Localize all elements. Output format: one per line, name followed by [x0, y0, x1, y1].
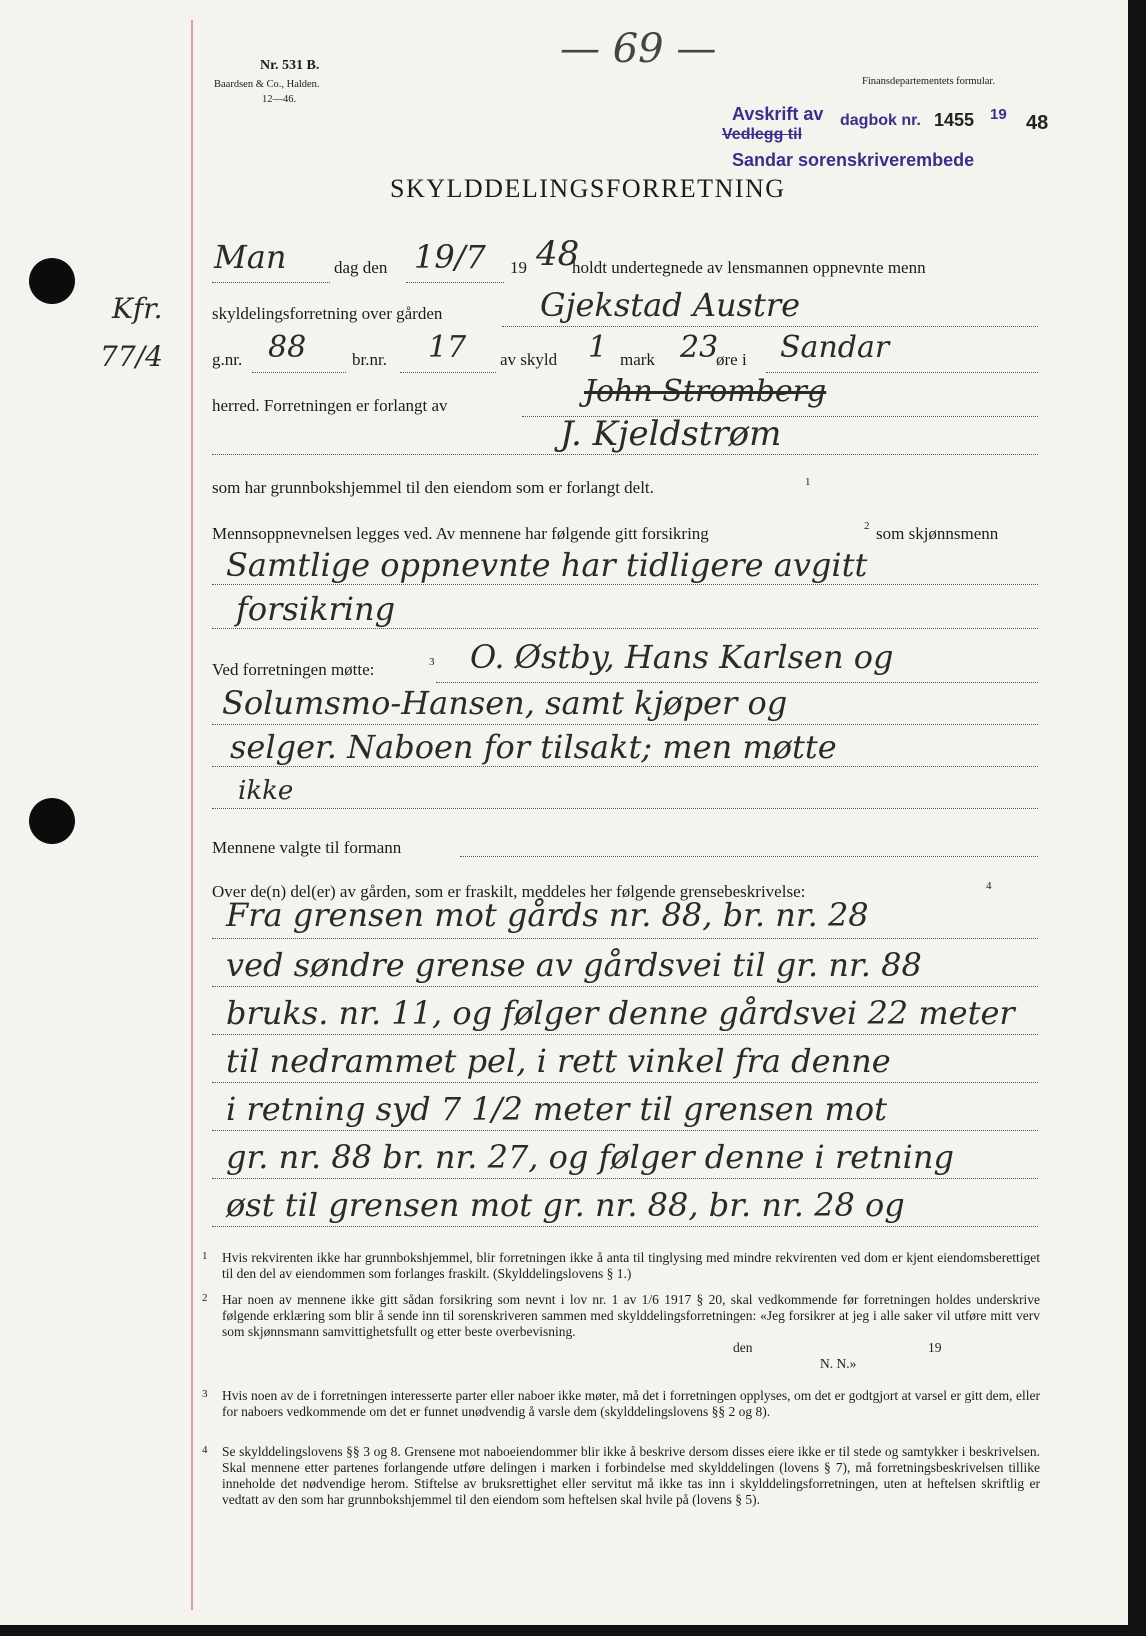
- footnote-4: 4 Se skylddelingslovens §§ 3 og 8. Grensene mot naboeiendommer blir ikke å beskrive dersom disses eiere ikke er til stede og samtykker i beskrivelsen. Skal mennene etter partenes forlangende utføre delingen i marken i forbindelse med skylddelingen (lovens § 7), må forretningsbeskrivelsen tillike inneholde det nødvendige herom. Stiftelse av bruksrettighet eller servitut må ikke tas inn i skylddelingsforretningen, uten at heftelsen skriftlig er vedtatt av den som har grunnbokshjemmel til den eiendom som heftelsen skal hvile på (lovens § 5).: [202, 1444, 1040, 1507]
- margin-line: [191, 20, 193, 1610]
- margin-note: 77/4: [100, 340, 163, 373]
- brnr-label: br.nr.: [352, 350, 387, 369]
- mark-label: mark: [620, 350, 655, 369]
- document-page: — 69 — Nr. 531 B. Baardsen & Co., Halden. 12—46. Finansdepartementets formular. Avskrift av dagbok nr. 1455 19 48 Vedlegg til Sandar sorenskriverembede SKYLDDELINGSFORRETNING Kfr. 77/4 Man dag den 19/7 19 48 holdt undertegnede av lensmannen oppnevnte menn skyldelingsforretning over gården Gjekstad Austre g.nr. 88 br.nr. 17 av skyld 1 mark 23 øre i Sandar herred. Forretningen er forlangt av John Stromberg J. Kjeldstrøm som har grunnbokshjemmel til den eiendom som er forlangt delt. 1 Mennsoppnevnelsen legges ved. Av mennene har følgende gitt forsikring 2 som skjønnsmenn Samtlige oppnevnte har tidligere avgitt forsikring Ved forretningen møtte: 3 O. Østby, Hans Karlsen og Solumsmo-Hansen, samt kjøper og selger. Naboen for tilsakt; men møtte ikke Mennene valgte til formann Over de(n) del(er) av gården, som er fraskilt, meddeles her følgende grensebeskrivelse: 4 Fra grensen mot gårds nr. 88, br. nr. 28 ved søndre grense av gårdsvei til gr. nr. 88 bruks. nr. 11, og følger denne gårdsvei 22 meter til nedrammet pel, i rett vinkel fra denne i retning syd 7 1/2 meter til grensen mot gr. nr. 88 br. nr. 27, og følger denne i retning øst til grensen mot gr. nr. 88, br. nr. 28 og 1 Hvis rekvirenten ikke har grunnbokshjemmel, blir forretningen ikke å anta til tinglysing med mindre rekvirenten ved dom er kjent eiendomsberettiget til den del av eiendommen som forlanges fraskilt. (Skylddelingslovens § 1.) 2 Har noen av mennene ikke gitt sådan forsikring som nevnt i lov nr. 1 av 1/6 1917 § 20, skal vedkommende før forretningen holdes underskrive følgende erklæring som blir å sende inn til sorenskriveren sammen med skylddelingsforretningen: «Jeg forsikrer at jeg i alle saker vil utføre mitt verv som skjønnsmann samvittighetsfullt og etter beste overbevisning. den 19 N. N.» 3 Hvis noen av de i forretningen interesserte parter eller naboer ikke møter, må det i forretningen opplyses, om det er godtgjort at varsel er gitt dem, eller for naboers vedkommende om det er funnet unødvendig å varsle dem (skylddelingslovens §§ 2 og 8). 4 Se skylddelingslovens §§ 3 og 8. Grensene mot naboeiendommer blir ikke å beskrive dersom disses eiere ikke er til stede og samtykker i beskrivelsen. Skal mennene etter partenes forlangende utføre delingen i marken i forbindelse med skylddelingen (lovens § 7), må forretningsbeskrivelsen tillike inneholde det nødvendige herom. Stiftelse av bruksrettighet eller servitut må ikke tas inn i skylddelingsforretningen, uten at heftelsen skriftlig er vedtatt av den som har grunnbokshjemmel til den eiendom som heftelsen skal hvile på (lovens § 5).: [0, 0, 1128, 1625]
- dag-label: dag den: [334, 258, 388, 277]
- gnr-label: g.nr.: [212, 350, 243, 369]
- stamp-court: Sandar sorenskriverembede: [732, 150, 975, 170]
- handwritten-boundary-line: ved søndre grense av gårdsvei til gr. nr. 88: [226, 946, 922, 984]
- footnote-1: 1 Hvis rekvirenten ikke har grunnbokshjemmel, blir forretningen ikke å anta til tinglysing med mindre rekvirenten ved dom er kjent eiendomsberettiget til den del av eiendommen som forlanges fraskilt. (Skylddelingslovens § 1.): [202, 1250, 1040, 1281]
- stamp-vedlegg: Vedlegg til: [722, 126, 803, 143]
- handwritten-boundary-line: gr. nr. 88 br. nr. 27, og følger denne i retning: [226, 1138, 954, 1176]
- year-prefix: 19: [510, 258, 527, 277]
- herred-label: herred. Forretningen er forlangt av: [212, 396, 448, 415]
- handwritten-attendees: O. Østby, Hans Karlsen og: [470, 638, 894, 676]
- over-text: Over de(n) del(er) av gården, som er fraskilt, meddeles her følgende grensebeskrivelse:: [212, 882, 806, 901]
- punch-hole: [29, 798, 75, 844]
- handwritten-date: 19/7: [414, 238, 486, 276]
- mennsopp-text: Mennsoppnevnelsen legges ved. Av mennene har følgende gitt forsikring: [212, 524, 709, 543]
- handwritten-brnr: 17: [428, 330, 467, 365]
- handwritten-boundary-line: bruks. nr. 11, og følger denne gårdsvei 22 meter: [226, 994, 1015, 1032]
- skjonn-text: som skjønnsmenn: [876, 524, 999, 543]
- hjemmel-text: som har grunnbokshjemmel til den eiendom som er forlangt delt.: [212, 478, 654, 497]
- margin-note: Kfr.: [112, 292, 163, 325]
- page-number: — 69 —: [560, 26, 717, 72]
- handwritten-farm: Gjekstad Austre: [540, 286, 801, 324]
- skyld-label: av skyld: [500, 350, 558, 369]
- stamp-dagbok-number: 1455: [934, 110, 975, 130]
- footnote-2: 2 Har noen av mennene ikke gitt sådan forsikring som nevnt i lov nr. 1 av 1/6 1917 § 20, skal vedkommende før forretningen holdes underskrive følgende erklæring som blir å sende inn til sorenskriveren sammen med skylddelingsforretningen: «Jeg forsikrer at jeg i alle saker vil utføre mitt verv som skjønnsmann samvittighetsfullt og etter beste overbevisning. den 19 N. N.»: [202, 1292, 1040, 1371]
- handwritten-attendees: selger. Naboen for tilsakt; men møtte: [230, 728, 837, 766]
- handwritten-forsikring: forsikring: [236, 590, 396, 628]
- handwritten-ore: 23: [680, 330, 719, 365]
- form-date: 12—46.: [262, 94, 297, 105]
- handwritten-boundary-line: øst til grensen mot gr. nr. 88, br. nr. 28 og: [226, 1186, 905, 1224]
- held-text: holdt undertegnede av lensmannen oppnevnte menn: [572, 258, 926, 277]
- handwritten-requester: J. Kjeldstrøm: [560, 414, 782, 454]
- handwritten-requester-struck: John Stromberg: [584, 374, 827, 409]
- form-printer: Baardsen & Co., Halden.: [214, 79, 320, 90]
- stamp-year: 48: [1026, 112, 1049, 134]
- motte-label: Ved forretningen møtte:: [212, 660, 375, 679]
- stamp-year-prefix: 19: [990, 106, 1007, 123]
- handwritten-attendees: Solumsmo-Hansen, samt kjøper og: [222, 684, 788, 722]
- handwritten-boundary-line: til nedrammet pel, i rett vinkel fra denne: [226, 1042, 891, 1080]
- page-title: SKYLDDELINGSFORRETNING: [390, 174, 786, 203]
- form-number: Nr. 531 B.: [260, 58, 320, 73]
- punch-hole: [29, 258, 75, 304]
- form-department: Finansdepartementets formular.: [862, 76, 995, 87]
- handwritten-year: 48: [536, 234, 580, 274]
- handwritten-gnr: 88: [268, 330, 307, 365]
- ore-label: øre i: [716, 350, 747, 369]
- handwritten-herred: Sandar: [780, 330, 890, 365]
- handwritten-boundary-line: i retning syd 7 1/2 meter til grensen mot: [226, 1090, 887, 1128]
- handwritten-boundary-line: Fra grensen mot gårds nr. 88, br. nr. 28: [226, 896, 869, 934]
- stamp-avskrift: Avskrift av: [732, 104, 824, 124]
- handwritten-mark: 1: [588, 330, 608, 365]
- footnote-3: 3 Hvis noen av de i forretningen interesserte parter eller naboer ikke møter, må det i forretningen opplyses, om det er godtgjort at varsel er gitt dem, eller for naboers vedkommende om det er funnet unødvendig å varsle dem (skylddelingslovens §§ 2 og 8).: [202, 1388, 1040, 1419]
- stamp-dagbok: dagbok nr.: [840, 112, 921, 129]
- handwritten-attendees: ikke: [238, 776, 294, 806]
- farm-label: skyldelingsforretning over gården: [212, 304, 443, 323]
- handwritten-forsikring: Samtlige oppnevnte har tidligere avgitt: [226, 546, 868, 584]
- handwritten-weekday: Man: [214, 238, 287, 276]
- formann-label: Mennene valgte til formann: [212, 838, 402, 857]
